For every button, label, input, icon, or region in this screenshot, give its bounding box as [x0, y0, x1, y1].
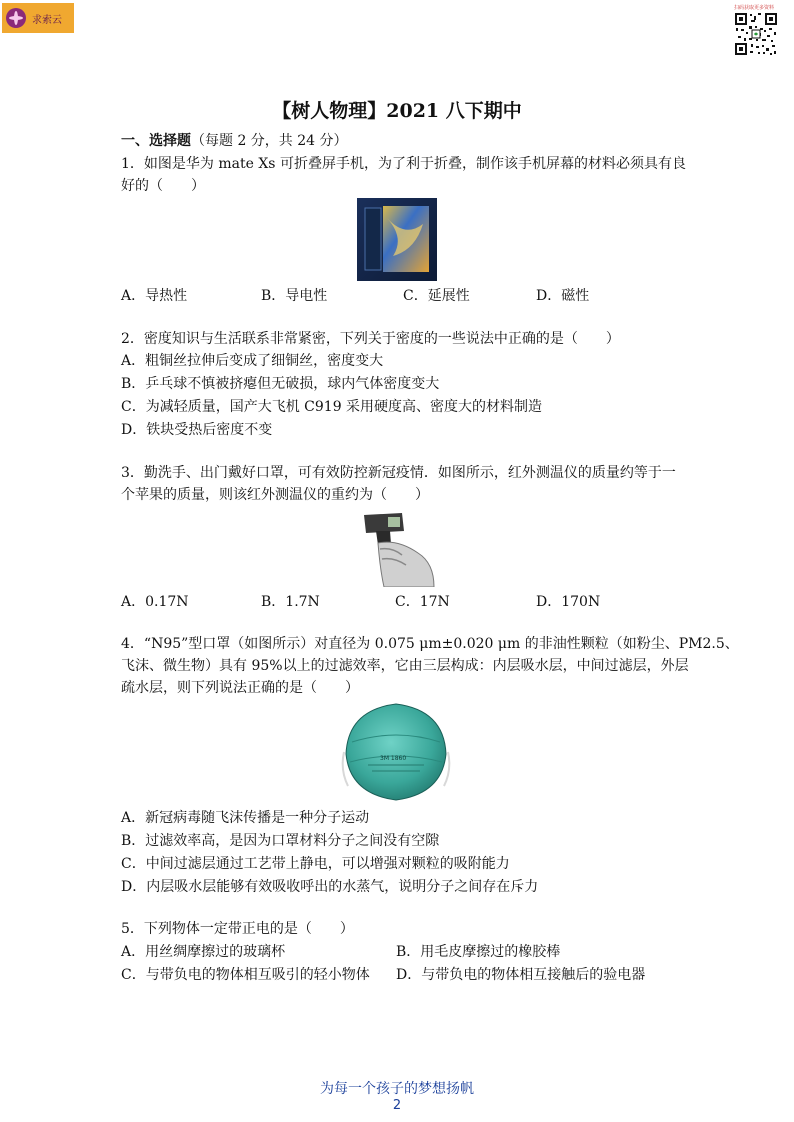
qr-code-icon	[734, 12, 778, 56]
q5-option-d: D．与带负电的物体相互接触后的验电器	[396, 967, 646, 983]
n95-mask-image	[338, 700, 454, 804]
q3-option-c: C．17N	[395, 594, 450, 610]
q1-stem-line1: 1．如图是华为 mate Xs 可折叠屏手机，为了利于折叠，制作该手机屏幕的材料必须具有良	[121, 156, 686, 172]
q2-option-a: A．粗铜丝拉伸后变成了细铜丝，密度变大	[121, 353, 384, 369]
q5-option-a: A．用丝绸摩擦过的玻璃杯	[121, 944, 286, 960]
q3-stem-line2: 个苹果的质量，则该红外测温仪的重约为（ ）	[121, 487, 429, 503]
page-number: 2	[392, 1098, 402, 1113]
q1-option-a: A．导热性	[121, 288, 188, 304]
foldable-phone-image	[357, 198, 437, 281]
q1-option-c: C．延展性	[403, 288, 470, 304]
q5-option-b: B．用毛皮摩擦过的橡胶棒	[396, 944, 561, 960]
logo-text: 求索云	[32, 14, 62, 26]
q4-stem-line3: 疏水层，则下列说法正确的是（ ）	[121, 680, 359, 696]
q2-option-c: C．为减轻质量，国产大飞机 C919 采用硬度高、密度大的材料制造	[121, 399, 543, 415]
q4-option-a: A．新冠病毒随飞沫传播是一种分子运动	[121, 810, 370, 826]
q4-stem-line2: 飞沫、微生物）具有 95%以上的过滤效率，它由三层构成：内层吸水层，中间过滤层，外层	[121, 658, 689, 674]
q4-option-b: B．过滤效率高，是因为口罩材料分子之间没有空隙	[121, 833, 440, 849]
q3-option-a: A．0.17N	[121, 594, 189, 610]
q4-stem-line1: 4．“N95”型口罩（如图所示）对直径为 0.075 μm±0.020 μm 的非油性颗粒（如粉尘、PM2.5、	[121, 636, 739, 652]
q2-option-b: B．乒乓球不慎被挤瘪但无破损，球内气体密度变大	[121, 376, 440, 392]
section-heading-text: 一、选择题	[121, 133, 191, 149]
q1-option-d: D．磁性	[536, 288, 590, 304]
logo-icon	[6, 8, 26, 28]
footer-slogan: 为每一个孩子的梦想扬帆	[320, 1081, 474, 1097]
section-note: （每题 2 分，共 24 分）	[191, 133, 348, 149]
qr-caption: 扫码获取更多资料	[734, 5, 775, 11]
q3-option-d: D．170N	[536, 594, 601, 610]
q1-stem-line2: 好的（ ）	[121, 178, 205, 194]
q4-option-d: D．内层吸水层能够有效吸收呼出的水蒸气，说明分子之间存在斥力	[121, 879, 539, 895]
brand-logo	[2, 3, 74, 33]
mask-label: 3M 1860	[380, 755, 407, 762]
q2-option-d: D．铁块受热后密度不变	[121, 422, 273, 438]
section-heading	[121, 132, 348, 150]
q4-option-c: C．中间过滤层通过工艺带上静电，可以增强对颗粒的吸附能力	[121, 856, 510, 872]
q3-stem-line1: 3．勤洗手、出门戴好口罩，可有效防控新冠疫情．如图所示，红外测温仪的质量约等于一	[121, 465, 676, 481]
q5-option-c: C．与带负电的物体相互吸引的轻小物体	[121, 967, 370, 983]
page-title: 【树人物理】2021 八下期中	[272, 100, 522, 122]
q1-option-b: B．导电性	[261, 288, 328, 304]
q5-stem: 5．下列物体一定带正电的是（ ）	[121, 921, 354, 937]
q2-stem: 2．密度知识与生活联系非常紧密，下列关于密度的一些说法中正确的是（ ）	[121, 331, 620, 347]
q3-option-b: B．1.7N	[261, 594, 320, 610]
infrared-thermometer-image	[358, 509, 436, 587]
